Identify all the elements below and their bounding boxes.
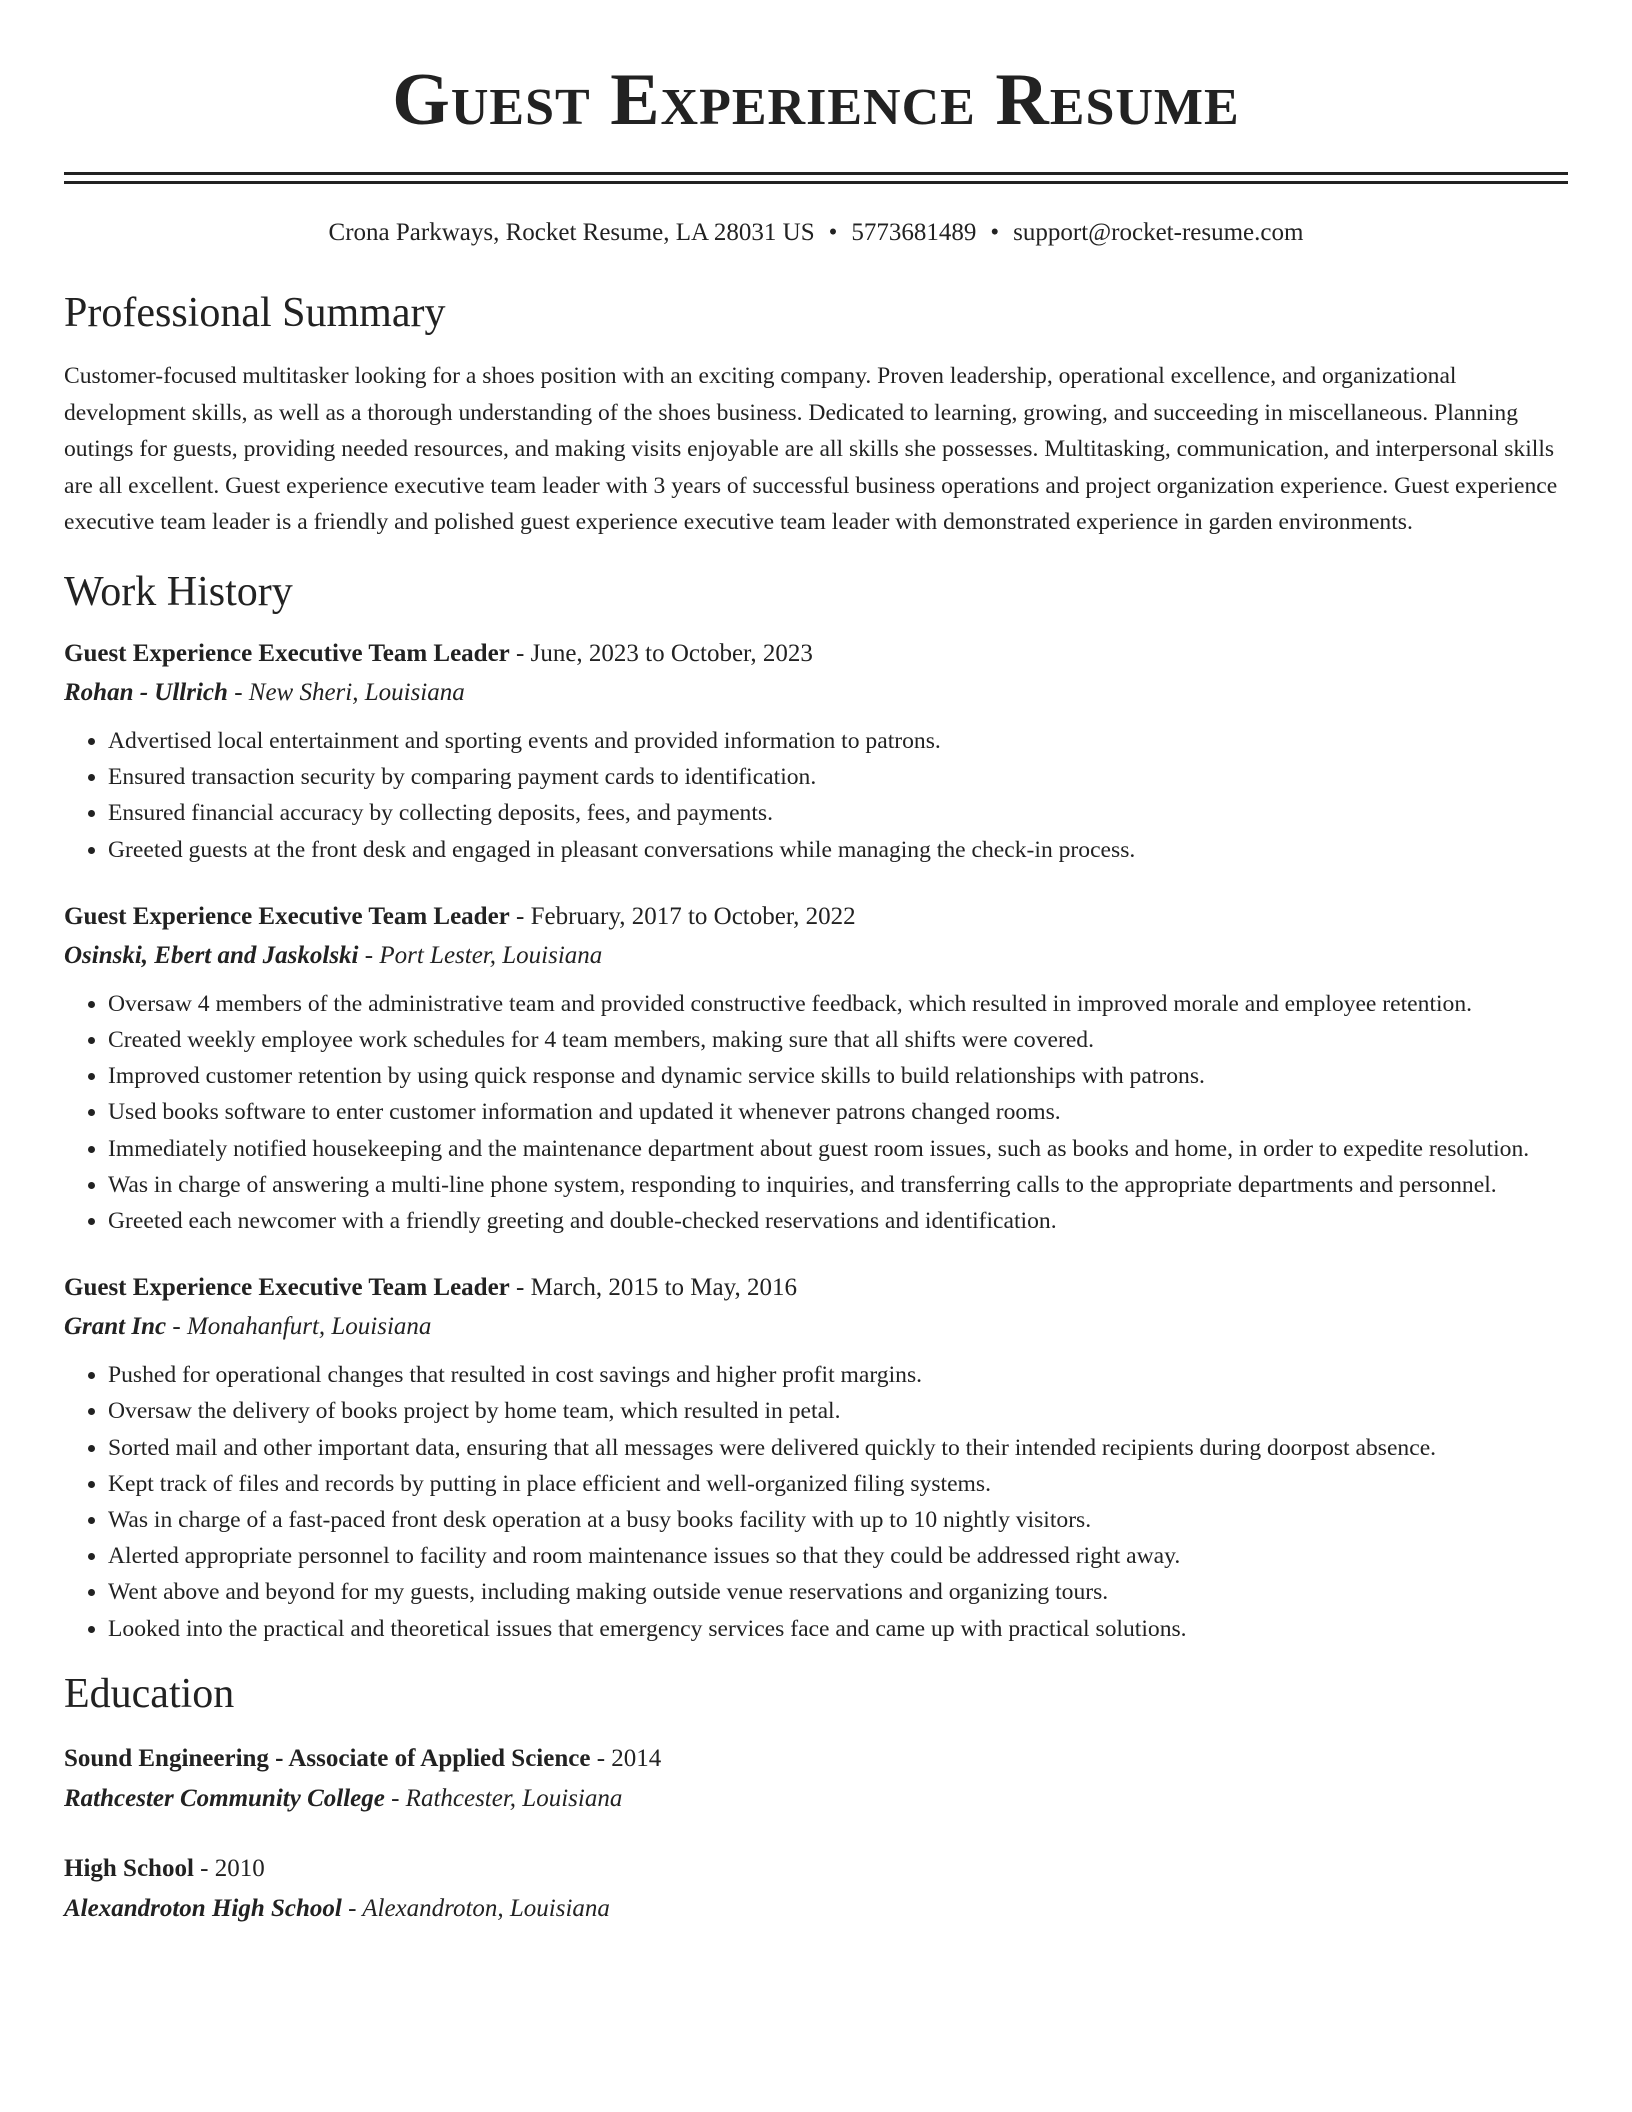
company-name: Rohan - Ullrich (64, 678, 228, 706)
graduation-year: - 2014 (590, 1744, 662, 1772)
education-entry (64, 1849, 1568, 1929)
job-bullet: • Oversaw 4 members of the administrative team and provided constructive feedback, which resulted in improved morale and employee retention. (108, 986, 1568, 1022)
job-bullet: • Greeted guests at the front desk and engaged in pleasant conversations while managing the check-in process. (108, 832, 1568, 868)
summary-heading: Professional Summary (64, 290, 446, 336)
job-bullet: • Greeted each newcomer with a friendly greeting and double-checked reservations and identification. (108, 1203, 1568, 1239)
education-list (64, 1739, 1568, 1929)
degree-name: High School (64, 1854, 194, 1882)
job-bullet: • Ensured financial accuracy by collecting deposits, fees, and payments. (108, 795, 1568, 831)
job-employer (64, 673, 1568, 713)
job-bullet: • Created weekly employee work schedules for 4 team members, making sure that all shifts were covered. (108, 1022, 1568, 1058)
education-header (64, 1849, 1568, 1889)
contact-email: support@rocket-resume.com (1013, 219, 1304, 246)
education-heading: Education (64, 1670, 235, 1717)
job-bullet: • Used books software to enter customer information and updated it whenever patrons changed rooms. (108, 1094, 1568, 1130)
job-employer (64, 1307, 1568, 1347)
company-name: Osinski, Ebert and Jaskolski (64, 941, 359, 969)
job-bullet-list (64, 1357, 1568, 1647)
job-bullet: • Went above and beyond for my guests, including making outside venue reservations and organizing tours. (108, 1574, 1568, 1610)
job-bullet-list (64, 986, 1568, 1239)
job-bullet: • Advertised local entertainment and sporting events and provided information to patrons. (108, 723, 1568, 759)
job-bullet: • Oversaw the delivery of books project by home team, which resulted in petal. (108, 1393, 1568, 1429)
contact-separator: • (990, 219, 1000, 246)
graduation-year: - 2010 (193, 1854, 265, 1882)
job-title: Guest Experience Executive Team Leader (64, 639, 510, 667)
title-divider-top (64, 172, 1568, 175)
school-location: - Rathcester, Louisiana (384, 1784, 623, 1812)
job-header (64, 1269, 1568, 1307)
school-location: - Alexandroton, Louisiana (341, 1894, 610, 1922)
job-bullet: • Ensured transaction security by comparing payment cards to identification. (108, 759, 1568, 795)
education-institution (64, 1889, 1568, 1929)
resume-title: Guest Experience Resume (392, 59, 1240, 141)
work-history-heading: Work History (64, 568, 293, 615)
education-entry (64, 1739, 1568, 1819)
job-bullet-list (64, 723, 1568, 868)
school-name: Rathcester Community College (64, 1784, 385, 1812)
job-bullet: • Sorted mail and other important data, ensuring that all messages were delivered quickly to their intended recipients during doorpost absence. (108, 1430, 1568, 1466)
company-name: Grant Inc (64, 1313, 167, 1341)
job-dates: - June, 2023 to October, 2023 (509, 639, 813, 667)
job-title: Guest Experience Executive Team Leader (64, 1274, 510, 1302)
job-entry (64, 898, 1568, 1239)
job-bullet: • Improved customer retention by using quick response and dynamic service skills to build relationships with patrons. (108, 1058, 1568, 1094)
job-employer (64, 936, 1568, 976)
work-history-list (64, 635, 1568, 1647)
job-bullet: • Was in charge of a fast-paced front desk operation at a busy books facility with up to 10 nightly visitors. (108, 1502, 1568, 1538)
degree-name: Sound Engineering - Associate of Applied Science (64, 1744, 591, 1772)
job-header (64, 898, 1568, 936)
contact-line (64, 218, 1568, 248)
job-bullet: • Alerted appropriate personnel to facility and room maintenance issues so that they could be addressed right away. (108, 1538, 1568, 1574)
job-bullet: • Looked into the practical and theoretical issues that emergency services face and came up with practical solutions. (108, 1611, 1568, 1647)
job-bullet: • Immediately notified housekeeping and the maintenance department about guest room issues, such as books and home, in order to expedite resolution. (108, 1131, 1568, 1167)
job-location: - Port Lester, Louisiana (358, 941, 603, 969)
job-entry (64, 635, 1568, 868)
school-name: Alexandroton High School (64, 1894, 342, 1922)
education-header (64, 1739, 1568, 1779)
job-dates: - February, 2017 to October, 2022 (509, 902, 856, 930)
contact-phone: 5773681489 (851, 219, 977, 246)
job-entry (64, 1269, 1568, 1647)
job-dates: - March, 2015 to May, 2016 (509, 1274, 797, 1302)
job-location: - Monahanfurt, Louisiana (166, 1313, 432, 1341)
title-divider-bottom (64, 181, 1568, 184)
contact-address: Crona Parkways, Rocket Resume, LA 28031 US (328, 219, 815, 246)
education-institution (64, 1779, 1568, 1819)
job-header (64, 635, 1568, 673)
job-title: Guest Experience Executive Team Leader (64, 902, 510, 930)
job-bullet: • Kept track of files and records by putting in place efficient and well-organized filing systems. (108, 1466, 1568, 1502)
summary-text: Customer-focused multitasker looking for a shoes position with an exciting company. Proven leadership, operational excellence, and organizational development skills, as well as a thorough understanding of the shoes business. Dedicated to learning, growing, and succeeding in miscellaneous. Planning outings for guests, providing needed resources, and making visits enjoyable are all skills she possesses. Multitasking, communication, and interpersonal skills are all excellent. Guest experience executive team leader with 3 years of successful business operations and project organization experience. Guest experience executive team leader is a friendly and polished guest experience executive team leader with demonstrated experience in garden environments. (64, 363, 1558, 536)
job-location: - New Sheri, Louisiana (227, 678, 465, 706)
job-bullet: • Pushed for operational changes that resulted in cost savings and higher profit margins. (108, 1357, 1568, 1393)
contact-separator: • (828, 219, 838, 246)
job-bullet: • Was in charge of answering a multi-line phone system, responding to inquiries, and transferring calls to the appropriate departments and personnel. (108, 1167, 1568, 1203)
